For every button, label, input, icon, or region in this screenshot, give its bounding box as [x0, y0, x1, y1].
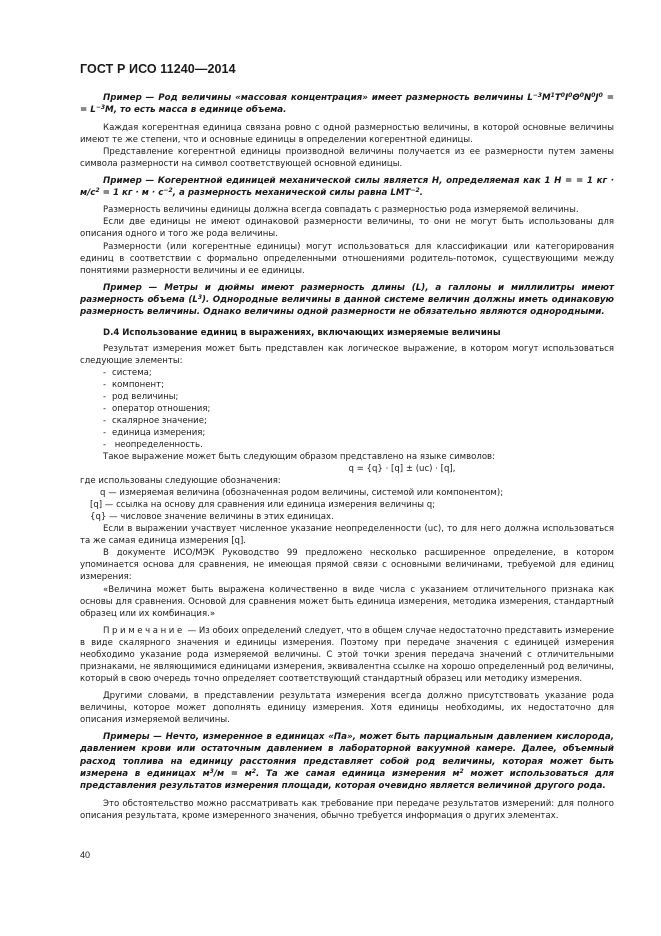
paragraph-other-words: Другими словами, в представлении результата измерения всегда должно присутствовать указание рода величины, которое может дополнять единицу измерения. Хотя единицы необходимы, их недостаточно для описания измеряемой величины.	[80, 690, 614, 725]
list-item: - система;	[103, 367, 152, 378]
paragraph-symbolic-intro: Такое выражение может быть следующим образом представлено на языке символов:	[103, 452, 495, 463]
example-length-volume: Пример — Метры и дюймы имеют размерность длины (L), а галлоны и миллилитры имеют размерность объема $(L^3)$. Однородные величины в данной системе величин должны иметь одинаковую размерность величины. Однако величины одной размерности не обязательно являются однородными.	[80, 282, 615, 318]
paragraph-result-expression: Результат измерения может быть представлен как логическое выражение, в котором могут использоваться следующие элементы:	[80, 343, 614, 366]
note-paragraph: Примечание — Из обоих определений следует, что в общем случае недостаточно представить измерение в виде скалярного значения и единицы измерения. Поэтому при передаче значения с единицей измерения необходимо указание рода измеряемой величины. С этой точки зрения передача значений с отличительными признаками, не являющимися единицами измерения, эквивалентна ссылке на хорошо определенный род величины, который в свою очередь точно определяет соответствующий стандартный образец или методику измерения.	[80, 625, 614, 684]
paragraph-dimension-match: Размерность величины единицы должна всегда совпадать с размерностью рода измеряемой величины.	[103, 205, 579, 216]
list-item: - скалярное значение;	[103, 415, 207, 426]
paragraph-notation-intro: где использованы следующие обозначения:	[80, 476, 281, 487]
note-label: Примечание	[103, 625, 185, 636]
definition-q: q — измеряемая величина (обозначенная родом величины, системой или компонентом);	[100, 488, 504, 499]
paragraph-uncertainty: Если в выражении участвует численное указание неопределенности (uc), то для него должна использоваться та же самая единица измерения [q].	[80, 524, 614, 547]
list-item: - компонент;	[103, 379, 164, 390]
page-number: 40	[80, 850, 91, 860]
paragraph-conclusion: Это обстоятельство можно рассматривать как требование при передаче результатов измерений: для полного описания результата, кроме измеренного значения, обычно требуется информация о других элементах.	[80, 798, 614, 821]
paragraph-coherent-unit: Каждая когерентная единица связана ровно с одной размерностью величины, в которой основные величины имеют те же степени, что и основные единицы в определении когерентной единицы.	[80, 122, 614, 145]
definition-q-value: {q} — числовое значение величины в этих единицах.	[90, 512, 334, 523]
paragraph-iso-guide: В документе ИСО/МЭК Руководство 99 предложено несколько расширенное определение, в котором упоминается основа для сравнения, не имеющая прямой связи с основными величинами, требуемой для единиц измерения:	[80, 548, 614, 583]
element-list	[80, 367, 614, 451]
example-pressure-units: Примеры — Нечто, измеренное в единицах «Па», может быть парциальным давлением кислорода, давлением крови или остаточным давлением в лабораторной вакуумной камере. Далее, объемный расход топлива на единицу расстояния представляет собой род величины, которая может быть измерена в единицах $м^3/м = м^2$. Та же самая единица измерения $м^2$ может использоваться для представления результатов измерения площади, которая очевидно является величиной другого рода.	[80, 732, 614, 792]
list-item: - оператор отношения;	[103, 403, 211, 414]
list-item: - неопределенность.	[103, 439, 203, 450]
definition-q-unit: [q] — ссылка на основу для сравнения или единица измерения величины q;	[90, 500, 436, 511]
quotation-definition: «Величина может быть выражена количественно в виде числа с указанием отличительного признака как основы для сравнения. Основой для сравнения может быть единица измерения, методика измерения, стандартный образец или их комбинация.»	[80, 584, 614, 619]
paragraph-different-dimensions: Если две единицы не имеют одинаковой размерности величины, то они не могут быть использованы для описания одного и того же рода величины.	[80, 217, 614, 240]
paragraph-coherent-representation: Представление когерентной единицы производной величины получается из ее размерности путем замены символа размерности на символ соответствующей основной единицы.	[80, 146, 614, 169]
example-mass-concentration: Пример — Род величины «массовая концентрация» имеет размерность величины $L^{-3}M^1T^0I^0\Theta^0N^0J^0$ = = $L^{-3}M$, то есть масса в единице объема.	[80, 92, 614, 116]
paragraph-classification: Размерности (или когерентные единицы) могут использоваться для классификации или категорирования единиц в соответствии с формально определенными отношениями родитель-потомок, существующими между понятиями размерности величины и ее единицы.	[80, 241, 614, 276]
list-item: - род величины;	[103, 391, 179, 402]
page-header: ГОСТ Р ИСО 11240—2014	[80, 62, 236, 76]
section-heading-d4: D.4 Использование единиц в выражениях, включающих измеряемые величины	[103, 327, 501, 338]
example-force-unit: Пример — Когерентной единицей механической силы является H, определяемая как 1 H = = 1 кг · $м/с^2 = 1$ кг · $м \cdot с^{-2}$, а размерность механической силы равна $LMT^{-2}$.	[80, 175, 614, 199]
formula-measurement: q = {q} · [q] ± (uc) · [q],	[348, 464, 456, 475]
page-content	[80, 92, 614, 822]
list-item: - единица измерения;	[103, 427, 206, 438]
